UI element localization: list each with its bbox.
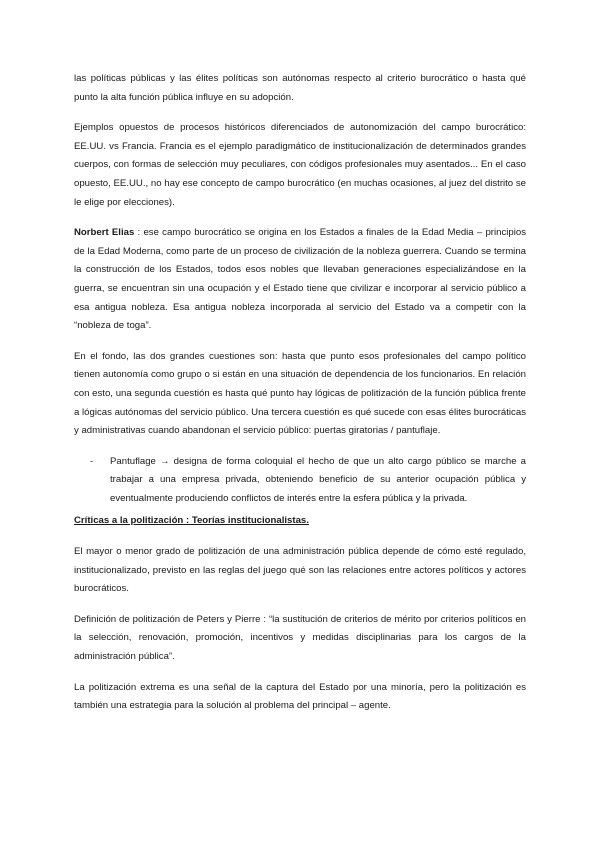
document-page: [74, 70, 526, 728]
bullet-marker: -: [90, 455, 94, 467]
author-name: Norbert Elias: [74, 227, 135, 239]
paragraph-6: Definición de politización de Peters y Pierre : “la sustitución de criterios de mérito por criterios políticos en la selección, renovación, promoción, incentivos y medidas disciplinarias para los cargos de la administración pública”.: [74, 613, 526, 663]
bullet-list: [74, 453, 526, 509]
paragraph-2: Ejemplos opuestos de procesos históricos diferenciados de autonomización del campo burocrático: EE.UU. vs Francia. Francia es el ejemplo paradigmático de institucionalización de determinados grandes cuerpos, con formas de selección muy peculiares, con códigos profesionales muy asentados... En el caso opuesto, EE.UU., no hay ese concepto de campo burocrático (en muchas ocasiones, al juez del distrito se le elige por elecciones).: [74, 122, 526, 208]
paragraph-3: [74, 224, 526, 336]
paragraph-5: El mayor o menor grado de politización de una administración pública depende de cómo esté regulado, institucionalizado, previsto en las reglas del juego qué son las relaciones entre actores políticos y actores burocráticos.: [74, 546, 526, 595]
paragraph-4: En el fondo, las dos grandes cuestiones son: hasta que punto esos profesionales del campo político tienen autonomía como grupo o si están en una situación de dependencia de los funcionarios. En relación con esto, una segunda cuestión es hasta qué punto hay lógicas de politización de la función pública frente a lógicas autónomas del servicio público. Una tercera cuestión es qué sucede con esas élites burocráticas y administrativas cuando abandonan el servicio público: puertas giratorias / pantuflaje.: [74, 350, 526, 437]
section-heading: Críticas a la politización : Teorías institucionalistas.: [74, 515, 309, 527]
paragraph-1: las políticas públicas y las élites políticas son autónomas respecto al criterio burocrático o hasta qué punto la alta función pública influye en su adopción.: [74, 73, 526, 103]
paragraph-3-text: : ese campo burocrático se origina en los Estados a finales de la Edad Media – principios de la Edad Moderna, como parte de un proceso de civilización de la nobleza guerrera. Cuando se termina la construcción de los Estados, todos esos nobles que llevaban generaciones especializándose en la guerra, se encuentran sin una ocupación y el Estado tiene que civilizar e incorporar al servicio público a esa antigua nobleza. Esa antigua nobleza incorporada al servicio del Estado va a competir con la “nobleza de toga”.: [74, 227, 526, 332]
bullet-text: Pantuflage → designa de forma coloquial el hecho de que un alto cargo público se marche a trabajar a una empresa privada, obteniendo beneficio de su anterior ocupación pública y eventualmente produciendo conflictos de interés entre la esfera pública y la privada.: [110, 455, 526, 504]
list-item: [74, 453, 526, 509]
paragraph-7: La politización extrema es una señal de la captura del Estado por una minoría, pero la politización es también una estrategia para la solución al problema del principal – agente.: [74, 681, 526, 712]
